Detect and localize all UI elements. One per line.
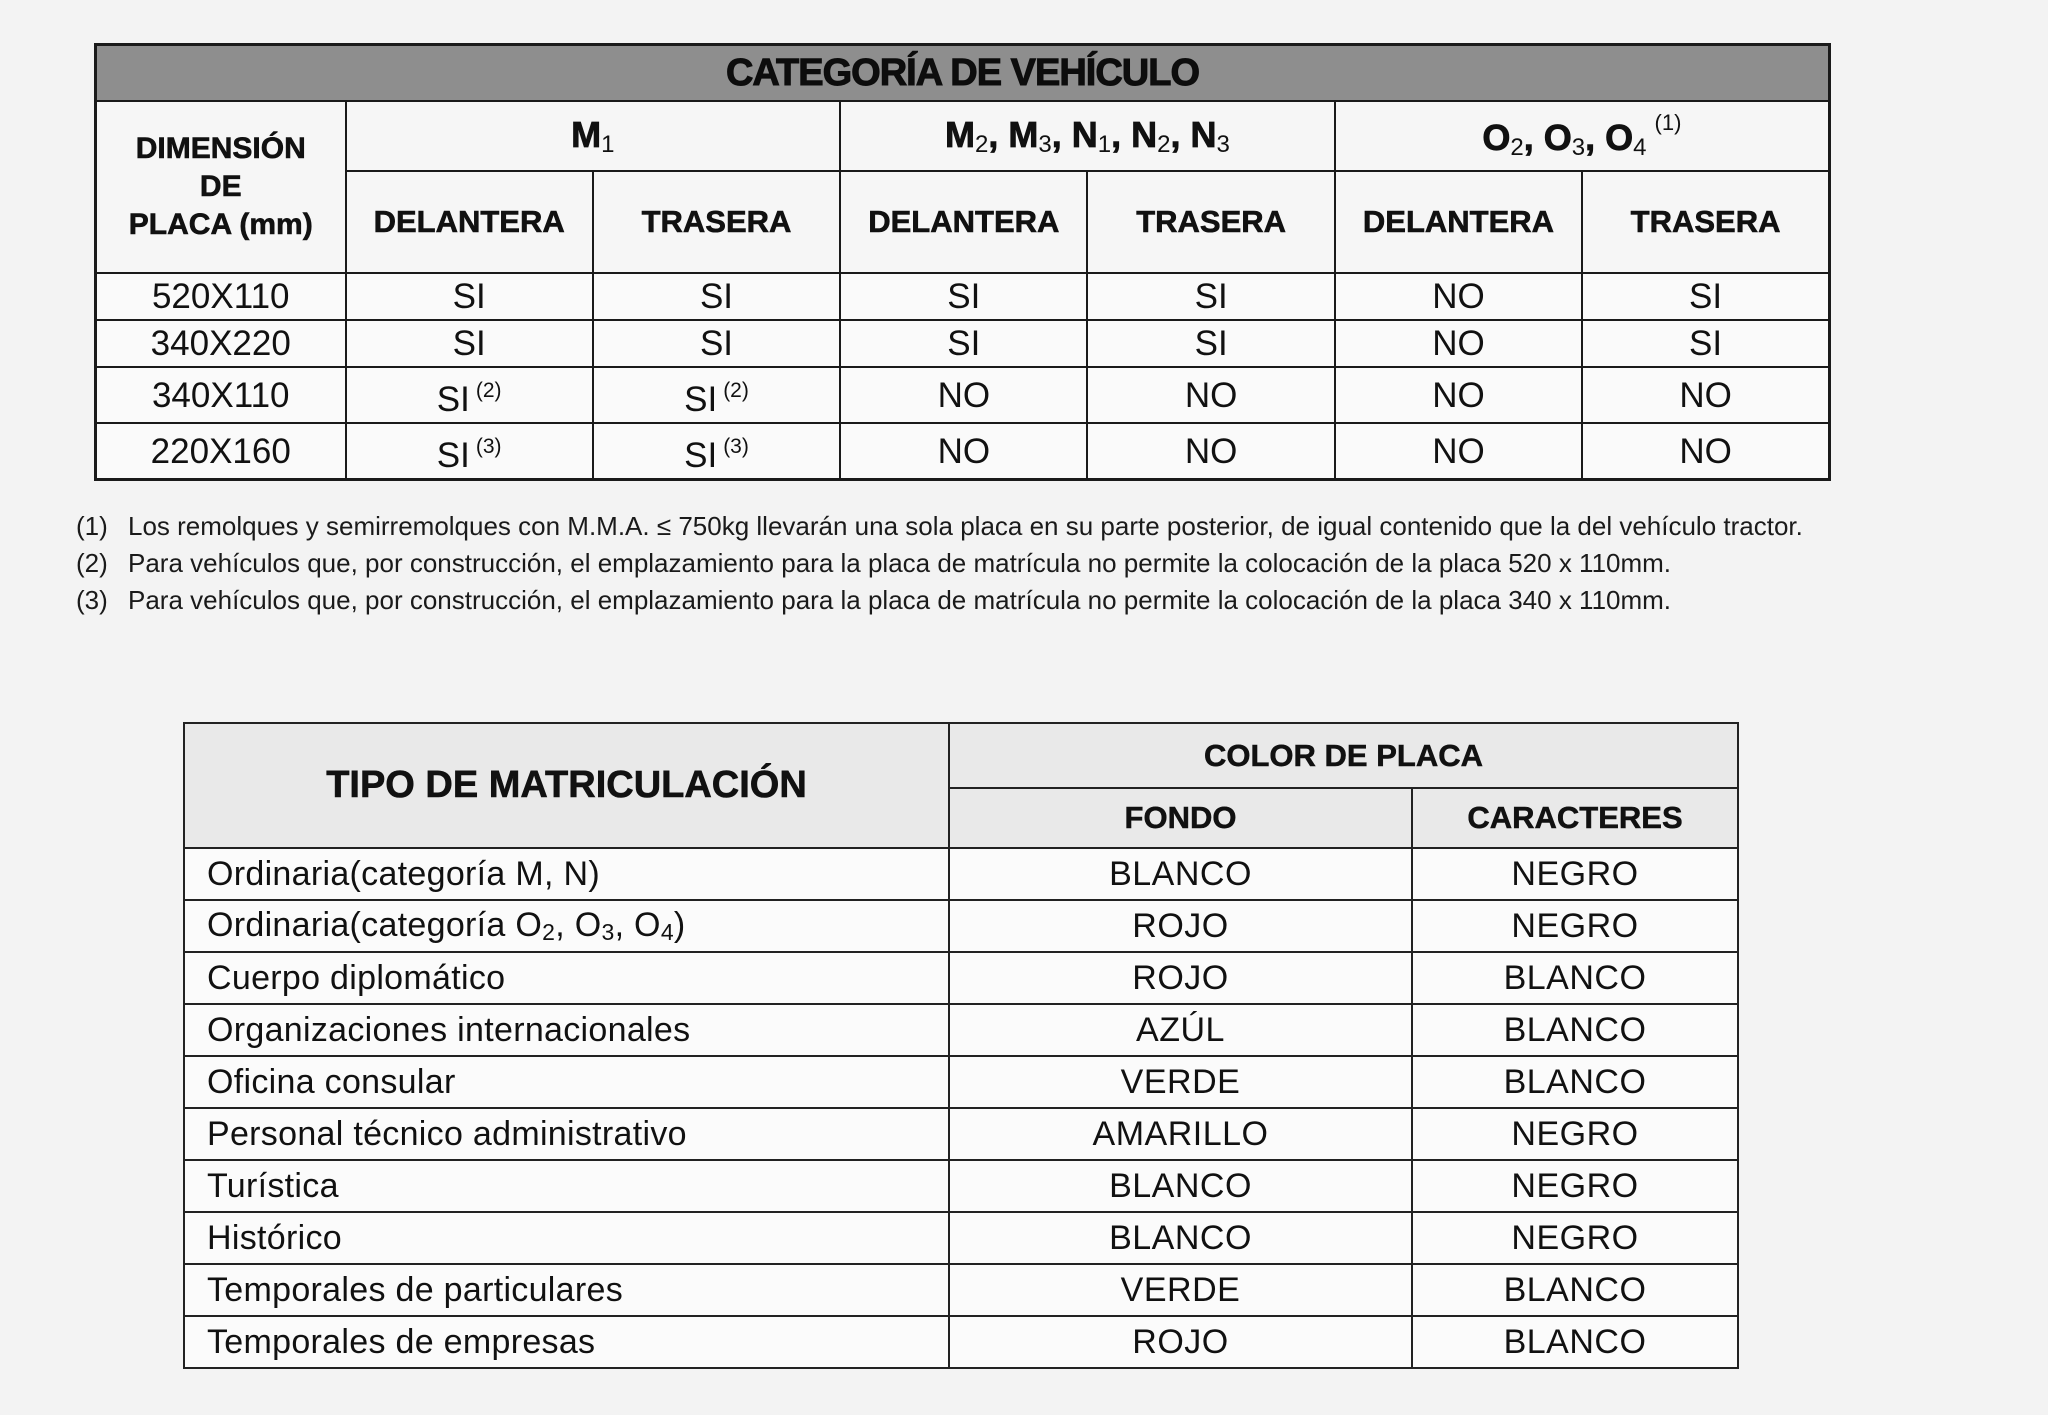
registration-type: Temporales de particulares — [184, 1264, 949, 1316]
characters-header: CARACTERES — [1412, 788, 1738, 848]
allowed-cell: NO — [1335, 423, 1582, 480]
allowed-cell: SI $^{(3)}$ — [346, 423, 593, 480]
background-color: BLANCO — [949, 1212, 1412, 1264]
footnote-ref: (2) — [475, 379, 502, 402]
allowed-cell: NO — [840, 423, 1087, 480]
subheader-delantera: DELANTERA — [346, 171, 593, 273]
characters-color: BLANCO — [1412, 952, 1738, 1004]
allowed-cell: SI $^{(2)}$ — [593, 367, 840, 423]
registration-type: Histórico — [184, 1212, 949, 1264]
allowed-cell: SI — [346, 273, 593, 320]
allowed-cell: SI — [593, 273, 840, 320]
allowed-cell: NO — [1335, 273, 1582, 320]
table-row — [184, 1108, 1738, 1160]
footnote-ref: (2) — [723, 379, 749, 402]
characters-color: NEGRO — [1412, 1108, 1738, 1160]
dimension-header-line-1: DIMENSIÓN — [135, 132, 306, 165]
characters-color: BLANCO — [1412, 1004, 1738, 1056]
background-header: FONDO — [949, 788, 1412, 848]
footnote-ref: (1) — [1654, 110, 1682, 135]
table-row — [184, 900, 1738, 952]
plate-color-table — [183, 722, 1739, 1369]
allowed-cell: SI — [1087, 320, 1334, 367]
footnote-ref: (3) — [723, 435, 749, 458]
background-color: VERDE — [949, 1264, 1412, 1316]
allowed-cell: SI — [840, 320, 1087, 367]
allowed-cell: SI — [593, 320, 840, 367]
allowed-cell: NO — [1582, 367, 1829, 423]
allowed-cell: SI $^{(2)}$ — [346, 367, 593, 423]
table-row — [96, 367, 1830, 423]
table-row — [96, 423, 1830, 480]
allowed-cell: SI — [1582, 273, 1829, 320]
table-row — [184, 1056, 1738, 1108]
subheader-trasera: TRASERA — [1582, 171, 1829, 273]
footnotes — [76, 508, 2026, 619]
footnote-1: (1) Los remolques y semirremolques con M.M.A. ≤ 750kg llevarán una sola placa en su parte posterior, de igual contenido que la del vehículo tractor. — [76, 511, 1803, 541]
background-color: ROJO — [949, 1316, 1412, 1368]
allowed-cell: NO — [1087, 423, 1334, 480]
plate-dimension: 520X110 — [96, 273, 346, 320]
characters-color: BLANCO — [1412, 1264, 1738, 1316]
table-row — [184, 1160, 1738, 1212]
background-color: ROJO — [949, 952, 1412, 1004]
registration-type: Ordinaria(categoría M, N) — [184, 848, 949, 900]
background-color: BLANCO — [949, 848, 1412, 900]
subheader-trasera: TRASERA — [593, 171, 840, 273]
registration-type: Turística — [184, 1160, 949, 1212]
characters-color: NEGRO — [1412, 1160, 1738, 1212]
table-row — [96, 273, 1830, 320]
allowed-cell: SI — [1582, 320, 1829, 367]
subheader-delantera: DELANTERA — [1335, 171, 1582, 273]
group-header-m1: $M_1$ — [346, 101, 841, 171]
characters-color: NEGRO — [1412, 900, 1738, 952]
table-row — [184, 1264, 1738, 1316]
background-color: AZÚL — [949, 1004, 1412, 1056]
allowed-cell: SI — [346, 320, 593, 367]
footnote-3: (3) Para vehículos que, por construcción, el emplazamiento para la placa de matrícula no permite la colocación de la placa 340 x 110mm. — [76, 585, 1672, 615]
allowed-cell: SI — [1087, 273, 1334, 320]
table-row — [184, 1212, 1738, 1264]
vehicle-category-title: CATEGORÍA DE VEHÍCULO — [96, 45, 1830, 102]
allowed-cell: NO — [840, 367, 1087, 423]
registration-type: Organizaciones internacionales — [184, 1004, 949, 1056]
allowed-cell: NO — [1335, 320, 1582, 367]
dimension-header — [96, 101, 346, 273]
allowed-cell: SI $^{(3)}$ — [593, 423, 840, 480]
allowed-cell: NO — [1335, 367, 1582, 423]
background-color: VERDE — [949, 1056, 1412, 1108]
footnote-ref: (3) — [475, 435, 502, 458]
characters-color: BLANCO — [1412, 1056, 1738, 1108]
footnote-2: (2) Para vehículos que, por construcción, el emplazamiento para la placa de matrícula no permite la colocación de la placa 520 x 110mm. — [76, 548, 1672, 578]
subheader-trasera: TRASERA — [1087, 171, 1334, 273]
group-header-m2-n3: $M_2$, $M_3$, $N_1$, $N_2$, $N_3$ — [840, 101, 1335, 171]
characters-color: NEGRO — [1412, 1212, 1738, 1264]
registration-type: Personal técnico administrativo — [184, 1108, 949, 1160]
background-color: ROJO — [949, 900, 1412, 952]
allowed-cell: NO — [1582, 423, 1829, 480]
registration-type: Ordinaria(categoría $O_2$, $O_3$, $O_4$) — [184, 900, 949, 952]
background-color: AMARILLO — [949, 1108, 1412, 1160]
allowed-cell: SI — [840, 273, 1087, 320]
characters-color: NEGRO — [1412, 848, 1738, 900]
allowed-cell: NO — [1087, 367, 1334, 423]
background-color: BLANCO — [949, 1160, 1412, 1212]
dimension-header-line-3: PLACA (mm) — [128, 208, 313, 241]
registration-type-header: TIPO DE MATRICULACIÓN — [184, 723, 949, 848]
dimension-header-line-2: DE — [199, 170, 242, 203]
plate-color-header: COLOR DE PLACA — [949, 723, 1738, 788]
registration-type: Temporales de empresas — [184, 1316, 949, 1368]
table-row — [184, 952, 1738, 1004]
subheader-delantera: DELANTERA — [840, 171, 1087, 273]
table-row — [184, 1316, 1738, 1368]
plate-dimension-table — [94, 43, 1831, 481]
table-row — [184, 1004, 1738, 1056]
registration-type: Oficina consular — [184, 1056, 949, 1108]
plate-dimension: 220X160 — [96, 423, 346, 480]
plate-dimension: 340X220 — [96, 320, 346, 367]
plate-dimension: 340X110 — [96, 367, 346, 423]
characters-color: BLANCO — [1412, 1316, 1738, 1368]
table-row — [184, 848, 1738, 900]
group-header-o2-o4: $O_2$, $O_3$, $O_4^{(1)}$ — [1335, 101, 1830, 171]
registration-type: Cuerpo diplomático — [184, 952, 949, 1004]
table-row — [96, 320, 1830, 367]
